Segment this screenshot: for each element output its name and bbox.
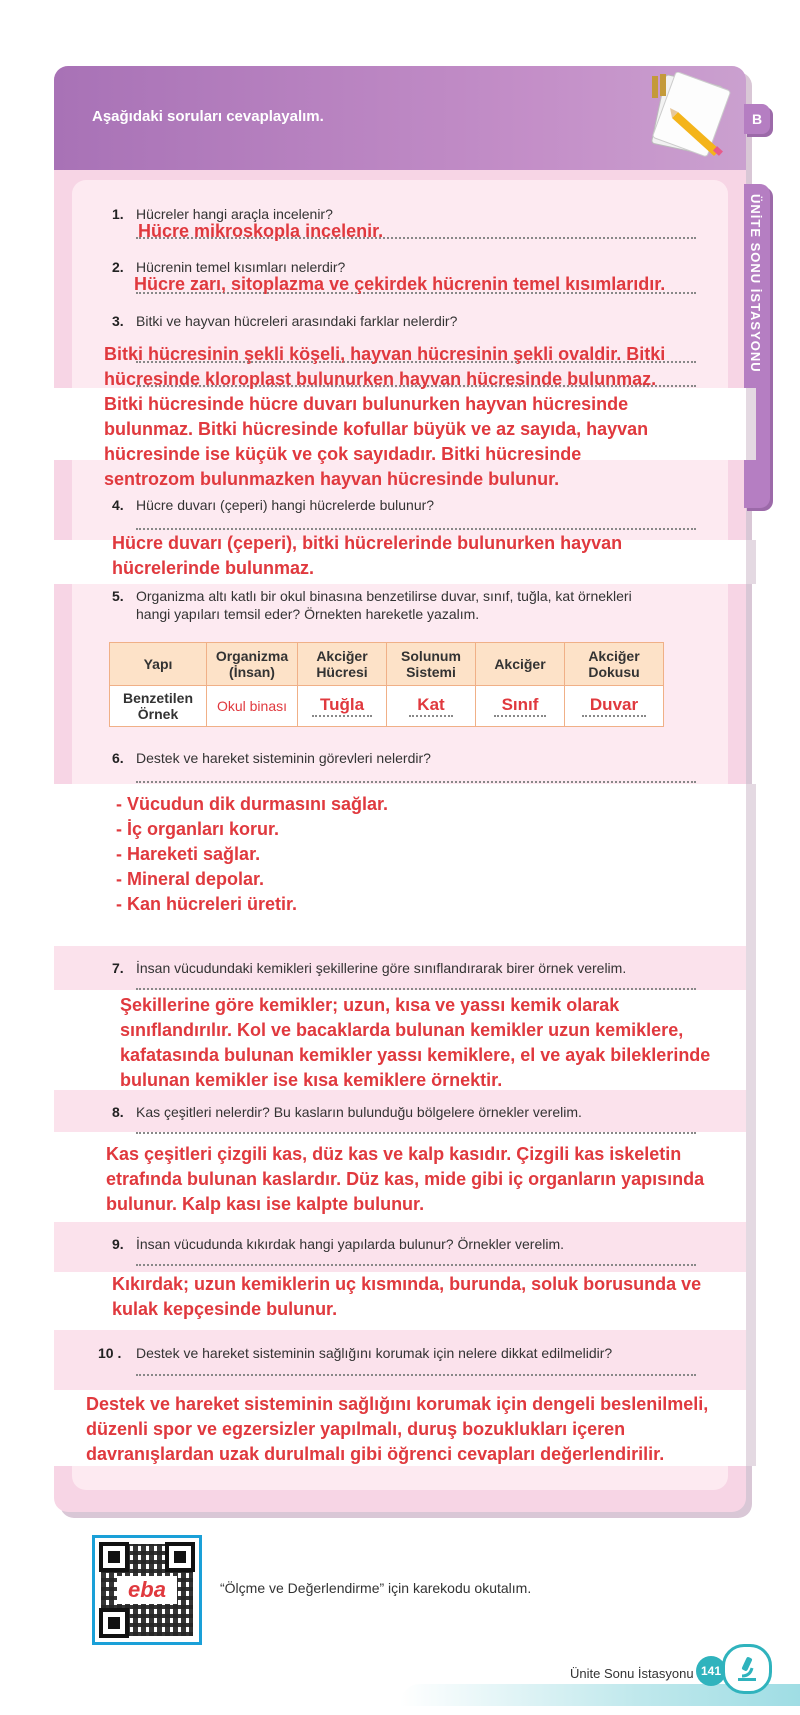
question-number: 10 . (98, 1345, 122, 1361)
eba-logo: eba (117, 1576, 177, 1604)
table-cell: Duvar (565, 686, 664, 727)
question-text: Organizma altı katlı bir okul binasına benzetilirse duvar, sınıf, tuğla, kat örnekleri hangi yapıları temsil eder? Örnekten hareketle yazalım. (136, 588, 632, 622)
answer-text: Kas çeşitleri çizgili kas, düz kas ve kalp kasıdır. Çizgili kas iskeletin etrafında bulunan kaslardır. Düz kas, mide gibi iç organların yapısında bulunur. Kalp kası ise kalpte bulunur. (106, 1144, 705, 1214)
section-badge: B (744, 104, 770, 134)
table-header: Solunum Sistemi (387, 643, 476, 686)
table-header: Organizma (İnsan) (207, 643, 298, 686)
notepad-pencil-icon (648, 72, 732, 158)
analogy-table (109, 642, 664, 727)
side-tab-label: ÜNİTE SONU İSTASYONU (748, 194, 763, 373)
table-cell: Sınıf (476, 686, 565, 727)
answer-text: Hücre duvarı (çeperi), bitki hücrelerinde bulunurken hayvan hücrelerinde bulunmaz. (112, 533, 623, 578)
answer-text: Kıkırdak; uzun kemiklerin uç kısmında, burunda, soluk borusunda ve kulak kepçesinde bulunur. (112, 1274, 702, 1319)
question-number: 1. (112, 206, 124, 222)
table-cell: Kat (387, 686, 476, 727)
question-text: İnsan vücudundaki kemikleri şekillerine göre sınıflandırarak birer örnek verelim. (136, 960, 627, 976)
answer-text: Hücre mikroskopla incelenir. (138, 221, 384, 241)
footer-section-title: Ünite Sonu İstasyonu (570, 1666, 694, 1681)
microscope-icon (722, 1644, 772, 1694)
qr-finder (99, 1542, 129, 1572)
table-cell: Tuğla (298, 686, 387, 727)
answer-line (136, 1132, 696, 1134)
answer-line (136, 1374, 696, 1376)
question-number: 7. (112, 960, 124, 976)
answer-text: Şekillerine göre kemikler; uzun, kısa ve yassı kemik olarak sınıflandırılır. Kol ve bacaklarda bulunan kemikler uzun kemiklere, kafatasında bulunan kemikler yassı kemiklere, el ve ayak bileklerinde bulunan kemikler ise kısa kemiklere örnektir. (120, 995, 711, 1090)
question-text: İnsan vücudunda kıkırdak hangi yapılarda bulunur? Örnekler verelim. (136, 1236, 565, 1252)
question-text: Hücre duvarı (çeperi) hangi hücrelerde bulunur? (136, 497, 435, 513)
question-number: 9. (112, 1236, 124, 1252)
answer-text: Destek ve hareket sisteminin sağlığını korumak için dengeli beslenilmeli, düzenli spor ve egzersizler yapılmalı, duruş bozuklukları içeren davranışlardan uzak durulmalı gibi öğrenci cevapları değerlendirilir. (86, 1394, 709, 1464)
answer-line (136, 1264, 696, 1266)
page-title: Aşağıdaki soruları cevaplayalım. (92, 108, 324, 125)
question-text: Hücreler hangi araçla incelenir? (136, 206, 333, 222)
question-number: 3. (112, 313, 124, 329)
table-cell-example: Okul binası (207, 686, 298, 727)
answer-line (136, 781, 696, 783)
table-row-label: Benzetilen Örnek (110, 686, 207, 727)
qr-caption: “Ölçme ve Değerlendirme” için karekodu okutalım. (220, 1580, 532, 1596)
question-text: Bitki ve hayvan hücreleri arasındaki farklar nelerdir? (136, 313, 458, 329)
qr-finder (165, 1542, 195, 1572)
table-header: Yapı (110, 643, 207, 686)
page-number: 141 (696, 1656, 726, 1686)
answer-line (136, 528, 696, 530)
answer-line (136, 988, 696, 990)
qr-code[interactable] (92, 1535, 202, 1645)
table-header: Akciğer Dokusu (565, 643, 664, 686)
question-number: 5. (112, 588, 124, 604)
question-number: 2. (112, 259, 124, 275)
question-number: 4. (112, 497, 124, 513)
question-text: Kas çeşitleri nelerdir? Bu kasların bulunduğu bölgelere örnekler verelim. (136, 1104, 582, 1120)
question-number: 6. (112, 750, 124, 766)
qr-finder (99, 1608, 129, 1638)
table-header: Akciğer (476, 643, 565, 686)
table-header: Akciğer Hücresi (298, 643, 387, 686)
answer-text: - Vücudun dik durmasını sağlar. - İç organları korur. - Hareketi sağlar. - Mineral depolar. - Kan hücreleri üretir. (116, 794, 389, 914)
question-number: 8. (112, 1104, 124, 1120)
question-text: Hücrenin temel kısımları nelerdir? (136, 259, 346, 275)
answer-text: Hücre zarı, sitoplazma ve çekirdek hücrenin temel kısımlarıdır. (134, 274, 666, 294)
question-text: Destek ve hareket sisteminin görevleri nelerdir? (136, 750, 431, 766)
question-text: Destek ve hareket sisteminin sağlığını korumak için nelere dikkat edilmelidir? (136, 1345, 613, 1361)
answer-text: Bitki hücresinin şekli köşeli, hayvan hücresinin şekli ovaldir. Bitki hücresinde kloroplast bulunurken hayvan hücresinde bulunmaz. Bitki hücresinde hücre duvarı bulunurken hayvan hücresinde bulunmaz. Bitki hücresinde kofullar büyük ve az sayıda, hayvan hücresinde ise küçük ve çok sayıdadır. Bitki hücresinde sentrozom bulunmazken hayvan hücresinde bulunur. (104, 344, 666, 489)
